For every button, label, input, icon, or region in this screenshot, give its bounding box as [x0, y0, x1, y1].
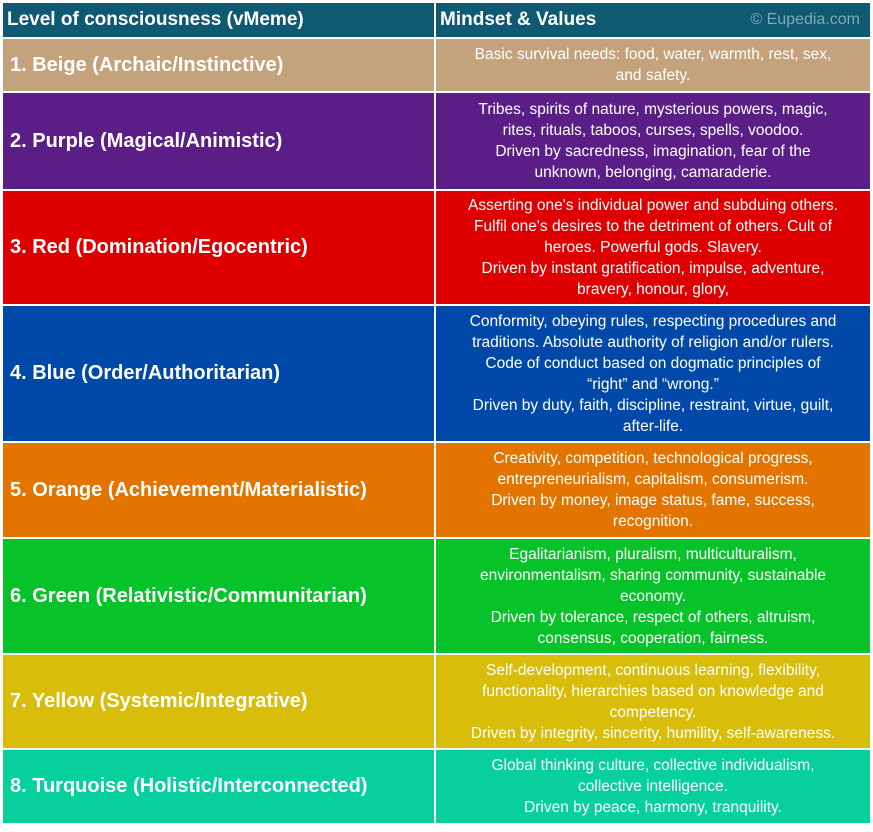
- description-line: Code of conduct based on dogmatic principles of: [485, 354, 821, 372]
- level-name: 5. Orange (Achievement/Materialistic): [3, 443, 434, 537]
- level-name: 8. Turquoise (Holistic/Interconnected): [3, 750, 434, 823]
- description-line: consensus, cooperation, fairness.: [537, 629, 769, 647]
- level-description: [436, 191, 870, 304]
- watermark: © Eupedia.com: [750, 11, 860, 28]
- description-line: Creativity, competition, technological progress,: [493, 450, 813, 467]
- description-line: heroes. Powerful gods. Slavery.: [544, 239, 762, 256]
- level-description: [436, 306, 870, 441]
- level-description: [436, 443, 870, 537]
- level-name: 2. Purple (Magical/Animistic): [3, 93, 434, 189]
- level-name: 6. Green (Relativistic/Communitarian): [3, 539, 434, 653]
- description-line: unknown, belonging, camaraderie.: [534, 164, 772, 181]
- level-name: 4. Blue (Order/Authoritarian): [3, 306, 434, 441]
- description-line: Conformity, obeying rules, respecting procedures and: [469, 312, 837, 330]
- description-line: Egalitarianism, pluralism, multiculturalism,: [509, 545, 797, 563]
- description-line: rites, rituals, taboos, curses, spells, voodoo.: [502, 122, 804, 139]
- table-row: [3, 539, 870, 653]
- description-line: Driven by money, image status, fame, success,: [491, 492, 815, 509]
- description-line: recognition.: [612, 513, 694, 530]
- description-line: Driven by peace, harmony, tranquility.: [524, 799, 782, 816]
- level-description: [436, 93, 870, 189]
- description-line: competency.: [609, 703, 697, 721]
- table-row: [3, 655, 870, 748]
- level-description: [436, 655, 870, 748]
- table-row: [3, 93, 870, 189]
- description-line: Global thinking culture, collective individualism,: [491, 757, 815, 774]
- table-row: [3, 306, 870, 441]
- level-description: [436, 39, 870, 91]
- spiral-dynamics-table: [1, 1, 872, 825]
- description-line: collective intelligence.: [578, 778, 728, 795]
- description-line: Driven by duty, faith, discipline, restraint, virtue, guilt,: [472, 396, 834, 414]
- table-row: [3, 443, 870, 537]
- description-line: functionality, hierarchies based on knowledge and: [482, 682, 824, 700]
- description-line: Driven by sacredness, imagination, fear of the: [495, 143, 811, 160]
- description-line: economy.: [619, 587, 687, 605]
- level-name: 3. Red (Domination/Egocentric): [3, 191, 434, 304]
- description-line: Driven by integrity, sincerity, humility, self-awareness.: [470, 724, 836, 742]
- table-row: [3, 39, 870, 91]
- level-description: [436, 750, 870, 823]
- description-line: and safety.: [615, 67, 691, 84]
- table-row: [3, 750, 870, 823]
- description-line: bravery, honour, glory,: [577, 281, 729, 298]
- description-line: Basic survival needs: food, water, warmth, rest, sex,: [474, 46, 832, 63]
- description-line: entrepreneurialism, capitalism, consumerism.: [497, 471, 809, 488]
- description-line: Driven by tolerance, respect of others, altruism,: [490, 608, 816, 626]
- level-description: [436, 539, 870, 653]
- description-line: Asserting one's individual power and subduing others.: [467, 197, 839, 214]
- description-line: “right” and “wrong.”: [587, 375, 719, 393]
- description-line: Fulfil one's desires to the detriment of others. Cult of: [474, 218, 832, 235]
- header-values: [436, 3, 870, 37]
- level-name: 1. Beige (Archaic/Instinctive): [3, 39, 434, 91]
- header-row: [3, 3, 870, 37]
- description-line: after-life.: [622, 417, 684, 435]
- description-line: Driven by instant gratification, impulse, adventure,: [481, 260, 825, 277]
- header-values-label: Mindset & Values: [440, 9, 597, 30]
- description-line: Self-development, continuous learning, flexibility,: [485, 661, 820, 679]
- description-line: traditions. Absolute authority of religion and/or rulers.: [472, 333, 834, 351]
- level-name: 7. Yellow (Systemic/Integrative): [3, 655, 434, 748]
- description-line: environmentalism, sharing community, sustainable: [479, 566, 827, 584]
- header-level: Level of consciousness (vMeme): [3, 3, 434, 37]
- description-line: Tribes, spirits of nature, mysterious powers, magic,: [478, 101, 828, 118]
- table-row: [3, 191, 870, 304]
